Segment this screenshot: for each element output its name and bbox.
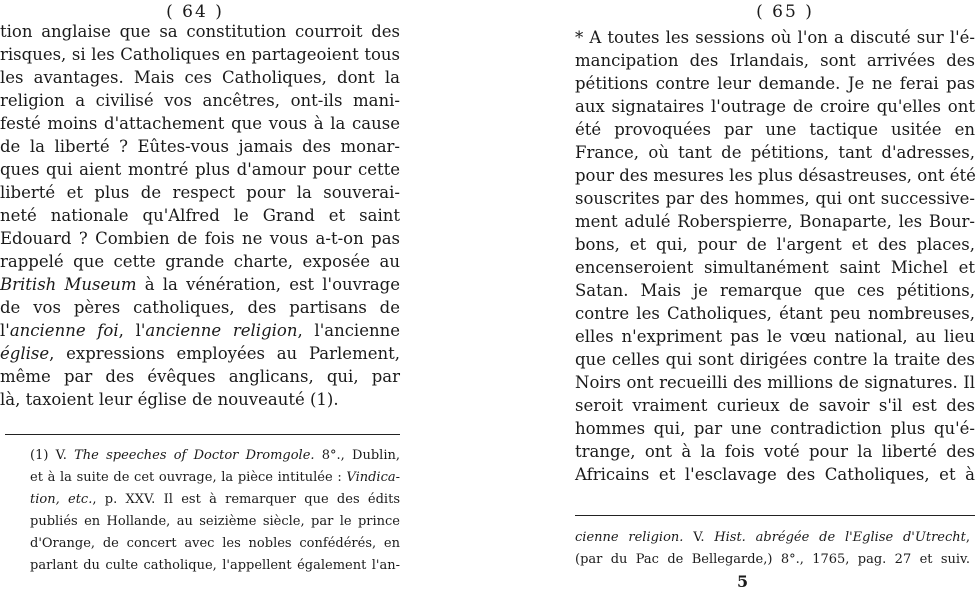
body-line: religion a civilisé vos ancêtres, ont-ils mani- xyxy=(0,91,400,110)
footnote-line: d'Orange, de concert avec les nobles confédérés, en xyxy=(30,536,400,551)
body-line: de vos pères catholiques, des partisans de xyxy=(0,298,400,317)
left-page xyxy=(0,0,400,595)
body-line: mancipation des Irlandais, sont arrivées des xyxy=(575,51,975,70)
body-line: * A toutes les sessions où l'on a discuté sur l'é- xyxy=(575,28,975,47)
footnote-line: et à la suite de cet ouvrage, la pièce intitulée : Vindica- xyxy=(30,470,400,485)
body-line: hommes qui, par une contradiction plus qu'é- xyxy=(575,419,975,438)
body-line: Noirs ont recueilli des millions de signatures. Il xyxy=(575,373,975,392)
italic-phrase: ancienne foi xyxy=(9,321,119,340)
body-line: même par des évêques anglicans, qui, par xyxy=(0,367,400,386)
right-page xyxy=(575,0,975,595)
body-line: festé moins d'attachement que vous à la cause xyxy=(0,114,400,133)
body-line: trange, ont à la fois voté pour la liberté des xyxy=(575,442,975,461)
body-line: de la liberté ? Eûtes-vous jamais des monar- xyxy=(0,137,400,156)
body-line: seroit vraiment curieux de savoir s'il est des xyxy=(575,396,975,415)
body-line: aux signataires l'outrage de croire qu'elles ont xyxy=(575,97,975,116)
body-line-british-museum: British Museum à la vénération, est l'ouvrage xyxy=(0,275,400,294)
body-line: elles n'expriment pas le vœu national, au lieu xyxy=(575,327,975,346)
body-line: là, taxoient leur église de nouveauté (1). xyxy=(0,390,339,409)
body-line: pour des mesures les plus désastreuses, ont été xyxy=(575,166,976,185)
body-line: été provoquées par une tactique usitée en xyxy=(575,120,975,139)
body-line: encenseroient simultanément saint Michel et xyxy=(575,258,975,277)
footnote-line: cienne religion. V. Hist. abrégée de l'Eglise d'Utrecht, xyxy=(575,530,970,545)
body-line: ques qui aient montré plus d'amour pour cette xyxy=(0,160,400,179)
body-line: liberté et plus de respect pour la souverai- xyxy=(0,183,400,202)
italic-phrase: The speeches of Doctor Dromgole. xyxy=(74,448,315,463)
italic-phrase: ancienne religion xyxy=(145,321,298,340)
body-line: Africains et l'esclavage des Catholiques, et à xyxy=(575,465,975,484)
footnote-line: tion, etc., p. XXV. Il est à remarquer que des édits xyxy=(30,492,400,507)
body-line: neté nationale qu'Alfred le Grand et saint xyxy=(0,206,400,225)
body-line: risques, si les Catholiques en partageoient tous xyxy=(0,45,400,64)
body-line: Edouard ? Combien de fois ne vous a-t-on pas xyxy=(0,229,400,248)
body-line: les avantages. Mais ces Catholiques, dont la xyxy=(0,68,400,87)
body-line-ancienne: l'ancienne foi, l'ancienne religion, l'ancienne xyxy=(0,321,400,340)
body-line: Satan. Mais je remarque que ces pétitions, xyxy=(575,281,975,300)
page-number-64: ( 64 ) xyxy=(166,2,224,22)
footnote-rule xyxy=(5,434,400,435)
body-line: rappelé que cette grande charte, exposée au xyxy=(0,252,400,271)
body-line: souscrites par des hommes, qui ont successive- xyxy=(575,189,975,208)
page-number-65: ( 65 ) xyxy=(756,2,814,22)
italic-phrase: cienne religion. xyxy=(575,530,684,545)
italic-phrase: Hist. abrégée de l'Eglise d'Utrecht xyxy=(714,530,966,545)
body-line: contre les Catholiques, étant peu nombreuses, xyxy=(575,304,975,323)
body-line: ment adulé Roberspierre, Bonaparte, les Bour- xyxy=(575,212,975,231)
body-line: pétitions contre leur demande. Je ne ferai pas xyxy=(575,74,975,93)
italic-phrase: British Museum xyxy=(0,275,137,294)
italic-phrase: tion, etc. xyxy=(30,492,93,507)
body-line: bons, et qui, pour de l'argent et des places, xyxy=(575,235,975,254)
body-line: tion anglaise que sa constitution courroit des xyxy=(0,22,400,41)
body-line: que celles qui sont dirigées contre la traite des xyxy=(575,350,975,369)
footnote-line: publiés en Hollande, au seizième siècle, par le prince xyxy=(30,514,400,529)
footnote-line: parlant du culte catholique, l'appellent également l'an- xyxy=(30,558,400,573)
italic-phrase: église xyxy=(0,344,50,363)
body-line: église, expressions employées au Parlement, xyxy=(0,344,400,363)
body-line: France, où tant de pétitions, tant d'adresses, xyxy=(575,143,975,162)
footnote-rule xyxy=(575,515,975,516)
signature-mark: 5 xyxy=(737,572,749,591)
italic-phrase: Vindica- xyxy=(346,470,400,485)
footnote-line: (par du Pac de Bellegarde,) 8°., 1765, pag. 27 et suiv. xyxy=(575,552,970,567)
footnote-line: (1) V. The speeches of Doctor Dromgole. 8°., Dublin, xyxy=(30,448,400,463)
